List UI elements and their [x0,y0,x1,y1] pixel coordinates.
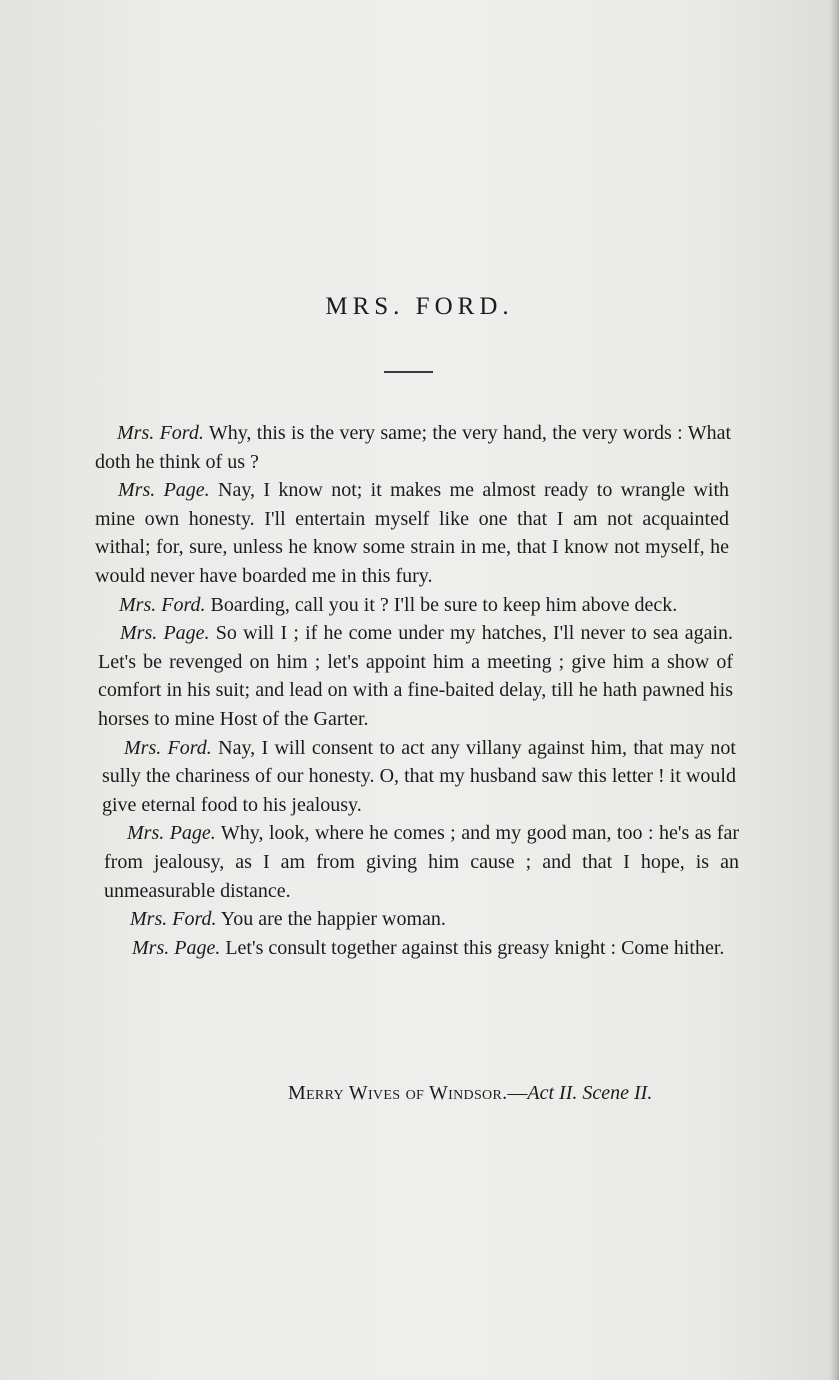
speech-paragraph [0,476,839,590]
speech-text: Nay, I will consent to act any villany against him, that may not sully the chariness of our honesty. O, that my husband saw this letter ! it would give eternal food to his jealousy. [102,736,736,816]
speaker-name: Mrs. Ford. [119,593,206,616]
speech-paragraph [0,591,839,620]
source-act-scene: Act II. Scene II. [527,1082,653,1104]
speech-text: So will I ; if he come under my hatches, I'll never to sea again. Let's be revenged on him ; let's appoint him a meeting ; give him a show of comfort in his suit; and lead on with a fine-baited delay, till he hath pawned his horses to mine Host of the Garter. [98,622,734,730]
speech-paragraph [0,819,839,905]
speaker-name: Mrs. Ford. [130,908,217,931]
source-work-title: Merry Wives of Windsor. [288,1082,508,1104]
speaker-name: Mrs. Page. [120,622,210,645]
speech-paragraph [0,905,839,934]
speech-paragraph [0,419,839,476]
speech-paragraph [0,734,839,820]
speaker-name: Mrs. Page. [118,479,210,502]
speaker-name: Mrs. Page. [127,822,216,845]
source-dash: — [507,1082,528,1104]
speech-text: Nay, I know not; it makes me almost ready to wrangle with mine own honesty. I'll entertain myself like one that I am not acquainted withal; for, sure, unless he know some strain in me, that I know not myself, he would never have boarded me in this fury. [95,479,730,587]
speaker-name: Mrs. Ford. [117,422,204,444]
speech-text: Why, look, where he comes ; and my good man, too : he's as far from jealousy, as I am from giving him cause ; and that I hope, is an unmeasurable distance. [104,822,740,902]
speech-text: Let's consult together against this greasy knight : Come hither. [225,936,725,959]
speech-paragraph [0,619,839,733]
speech-text: Why, this is the very same; the very hand, the very words : What doth he think of us ? [95,422,732,473]
dialogue-passage [0,419,839,962]
title-rule [384,371,433,373]
speech-paragraph [0,934,839,963]
page-title: MRS. FORD. [325,293,514,320]
source-citation [288,1082,652,1105]
speaker-name: Mrs. Ford. [124,736,212,759]
speech-text: Boarding, call you it ? I'll be sure to keep him above deck. [210,593,678,616]
speaker-name: Mrs. Page. [132,936,221,959]
speech-text: You are the happier woman. [220,908,446,931]
